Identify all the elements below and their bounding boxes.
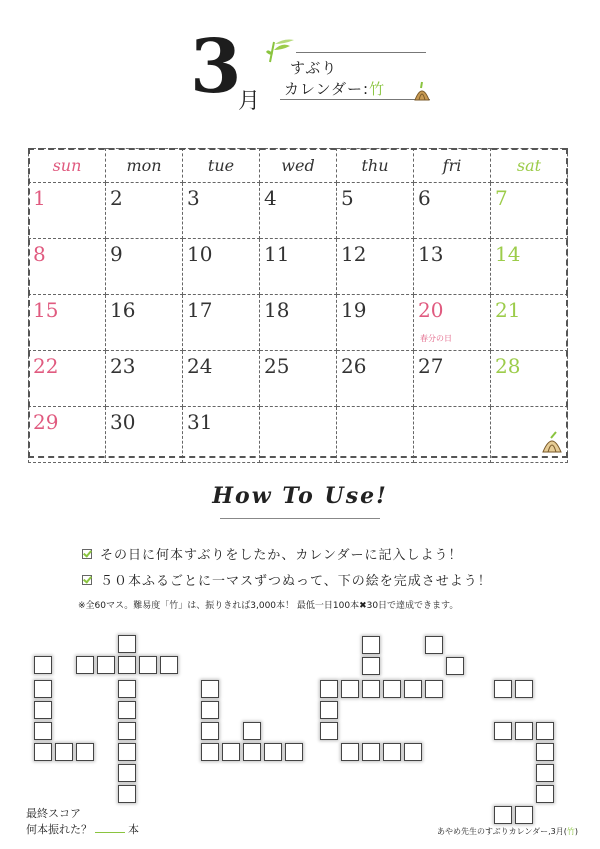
fill-box[interactable]: [160, 656, 178, 674]
fill-box[interactable]: [494, 722, 512, 740]
fill-box[interactable]: [243, 743, 261, 761]
credit-suffix: ): [574, 827, 578, 836]
fill-box[interactable]: [515, 680, 533, 698]
day-number: 8: [33, 242, 46, 266]
fill-box[interactable]: [536, 785, 554, 803]
fill-box[interactable]: [97, 656, 115, 674]
day-number: 13: [418, 242, 444, 266]
month-number: 3: [190, 24, 242, 110]
month-kanji: 月: [238, 89, 261, 114]
weekday-sat: sat: [491, 149, 568, 183]
fill-box[interactable]: [34, 680, 52, 698]
fill-box[interactable]: [76, 743, 94, 761]
fill-box[interactable]: [404, 680, 422, 698]
credit: [437, 826, 578, 837]
fill-box[interactable]: [362, 680, 380, 698]
fill-box[interactable]: [118, 785, 136, 803]
howto-title: How To Use!: [212, 483, 388, 509]
fill-box[interactable]: [34, 722, 52, 740]
day-number: 28: [495, 354, 521, 378]
weekday-tue: tue: [183, 149, 260, 183]
day-number: 9: [110, 242, 123, 266]
fill-box[interactable]: [118, 656, 136, 674]
fill-box[interactable]: [383, 743, 401, 761]
score-unit: 本: [128, 823, 139, 836]
title-prefix: カレンダー:: [284, 80, 370, 98]
fill-box[interactable]: [341, 680, 359, 698]
day-number: 20: [418, 298, 444, 322]
fill-box[interactable]: [76, 656, 94, 674]
day-number: 7: [495, 186, 508, 210]
fill-box[interactable]: [341, 743, 359, 761]
credit-accent: 竹: [566, 827, 575, 836]
fill-box[interactable]: [536, 743, 554, 761]
fill-box[interactable]: [425, 636, 443, 654]
day-number: 26: [341, 354, 367, 378]
day-number: 27: [418, 354, 444, 378]
day-number: 11: [264, 242, 290, 266]
fill-box[interactable]: [118, 701, 136, 719]
fill-box[interactable]: [536, 764, 554, 782]
score-question: [26, 821, 139, 837]
fill-box[interactable]: [201, 743, 219, 761]
weekday-mon: mon: [106, 149, 183, 183]
instruction-1: [82, 544, 463, 563]
howto-underline: [220, 518, 380, 519]
day-number: 24: [187, 354, 213, 378]
checkbox-icon: [82, 575, 92, 585]
weekday-sun: sun: [29, 149, 106, 183]
fill-box[interactable]: [118, 635, 136, 653]
fill-box[interactable]: [285, 743, 303, 761]
day-number: 18: [264, 298, 290, 322]
fill-box[interactable]: [34, 743, 52, 761]
day-number: 21: [495, 298, 521, 322]
fill-box[interactable]: [515, 722, 533, 740]
note-text: ※全60マス。難易度「竹」は、振りきれば3,000本！ 最低一日100本✖30日で達成できます。: [78, 601, 459, 611]
fill-box[interactable]: [118, 722, 136, 740]
fill-box[interactable]: [201, 701, 219, 719]
fill-box[interactable]: [404, 743, 422, 761]
fill-box[interactable]: [243, 722, 261, 740]
weekday-wed: wed: [260, 149, 337, 183]
day-number: 6: [418, 186, 431, 210]
day-number: 15: [33, 298, 59, 322]
day-number: 31: [187, 410, 213, 434]
calendar-frame: [28, 148, 568, 458]
bamboo-sprout-icon: [413, 80, 431, 102]
day-number: 30: [110, 410, 136, 434]
day-number: 19: [341, 298, 367, 322]
fill-box[interactable]: [362, 636, 380, 654]
fill-box[interactable]: [118, 680, 136, 698]
fill-box[interactable]: [34, 701, 52, 719]
fill-box[interactable]: [362, 657, 380, 675]
fill-box[interactable]: [55, 743, 73, 761]
day-number: 25: [264, 354, 290, 378]
day-number: 22: [33, 354, 59, 378]
fill-box[interactable]: [494, 680, 512, 698]
day-number: 23: [110, 354, 136, 378]
instruction-2: [82, 570, 492, 589]
day-number: 14: [495, 242, 521, 266]
day-number: 29: [33, 410, 59, 434]
fill-box[interactable]: [201, 722, 219, 740]
day-number: 3: [187, 186, 200, 210]
instruction-1-text: その日に何本すぶりをしたか、カレンダーに記入しよう！: [100, 548, 463, 563]
fill-box[interactable]: [320, 722, 338, 740]
score-question-text: 何本振れた？: [26, 823, 92, 836]
title-top-line: [296, 52, 426, 53]
weekday-fri: fri: [414, 149, 491, 183]
day-number: 4: [264, 186, 277, 210]
fill-box[interactable]: [34, 656, 52, 674]
day-number: 17: [187, 298, 213, 322]
score-label: 最終スコア: [26, 807, 81, 820]
title-bottom-line: [280, 99, 430, 100]
title-line2: [284, 78, 385, 99]
fill-box[interactable]: [264, 743, 282, 761]
fill-box[interactable]: [446, 657, 464, 675]
score-blank[interactable]: [95, 832, 125, 833]
fill-box[interactable]: [320, 680, 338, 698]
day-number: 5: [341, 186, 354, 210]
checkbox-icon: [82, 549, 92, 559]
fill-box[interactable]: [201, 680, 219, 698]
fill-box[interactable]: [536, 722, 554, 740]
day-number: 2: [110, 186, 123, 210]
fill-box[interactable]: [118, 764, 136, 782]
fill-box[interactable]: [222, 743, 240, 761]
title-line1: すぶり: [290, 59, 338, 77]
bamboo-sprout-icon: [540, 430, 564, 454]
day-number: 1: [33, 186, 46, 210]
holiday-label: 春分の日: [420, 334, 452, 343]
credit-prefix: あやめ先生のすぶりカレンダー,3月(: [437, 827, 567, 836]
day-number: 10: [187, 242, 213, 266]
instruction-2-text: ５０本ふるごとに一マスずつぬって、下の絵を完成させよう！: [100, 574, 492, 589]
fill-box[interactable]: [383, 680, 401, 698]
fill-box[interactable]: [320, 701, 338, 719]
fill-box[interactable]: [425, 680, 443, 698]
fill-box[interactable]: [118, 743, 136, 761]
fill-box[interactable]: [362, 743, 380, 761]
day-number: 12: [341, 242, 367, 266]
calendar: [28, 148, 568, 458]
title-accent: 竹: [369, 80, 386, 98]
fill-box[interactable]: [515, 806, 533, 824]
fill-box[interactable]: [139, 656, 157, 674]
fill-box[interactable]: [494, 806, 512, 824]
weekday-thu: thu: [337, 149, 414, 183]
day-number: 16: [110, 298, 136, 322]
